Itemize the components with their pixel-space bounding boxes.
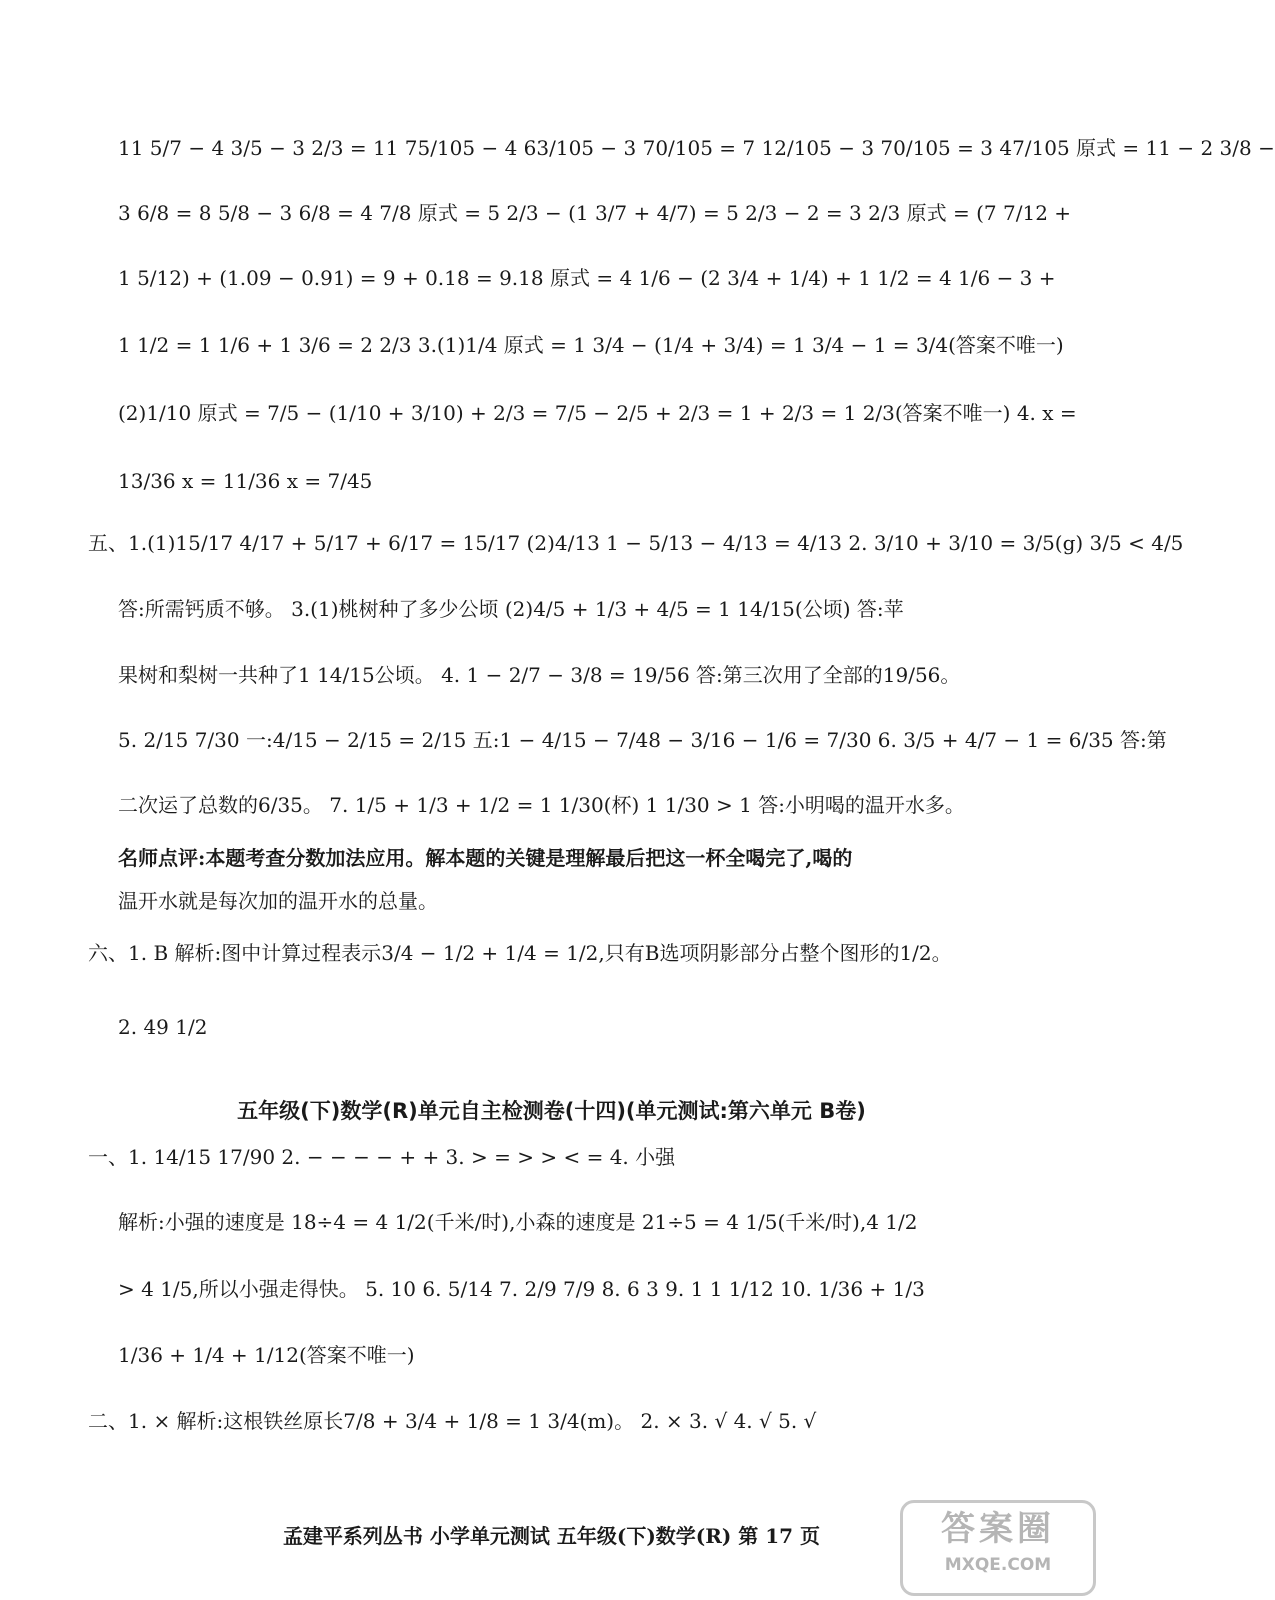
answer-line: 1/36 + 1/4 + 1/12(答案不唯一) [118, 1343, 415, 1367]
section-title: 五年级(下)数学(R)单元自主检测卷(十四)(单元测试:第六单元 B卷) [237, 1099, 866, 1123]
answer-line: 1 1/2 = 1 1/6 + 1 3/6 = 2 2/3 3.(1)1/4 原式 = 1 3/4 − (1/4 + 3/4) = 1 3/4 − 1 = 3/4(答案不唯一) [118, 333, 1064, 357]
answer-line: 解析:小强的速度是 18÷4 = 4 1/2(千米/时),小森的速度是 21÷5 = 4 1/5(千米/时),4 1/2 [118, 1210, 918, 1234]
answer-line: 2. 49 1/2 [118, 1015, 208, 1039]
watermark-url: MXQE.COM [944, 1555, 1052, 1575]
answer-line: (2)1/10 原式 = 7/5 − (1/10 + 3/10) + 2/3 = 7/5 − 2/5 + 2/3 = 1 + 2/3 = 1 2/3(答案不唯一) 4. x = [118, 401, 1077, 425]
answer-line: > 4 1/5,所以小强走得快。 5. 10 6. 5/14 7. 2/9 7/9 8. 6 3 9. 1 1 1/12 10. 1/36 + 1/3 [118, 1277, 925, 1301]
page-footer: 孟建平系列丛书 小学单元测试 五年级(下)数学(R) 第 17 页 [282, 1524, 821, 1548]
answer-line: 5. 2/15 7/30 一:4/15 − 2/15 = 2/15 五:1 − 4/15 − 7/48 − 3/16 − 1/6 = 7/30 6. 3/5 + 4/7 − 1 = 6/35 答:第 [118, 728, 1167, 752]
watermark-text: 答案圈 [941, 1509, 1055, 1549]
answer-line: 11 5/7 − 4 3/5 − 3 2/3 = 11 75/105 − 4 63/105 − 3 70/105 = 7 12/105 − 3 70/105 = 3 47/105 原式 = 11 − 2 3/8 − [118, 136, 1275, 160]
teacher-comment-cont: 温开水就是每次加的温开水的总量。 [118, 889, 438, 913]
answer-line: 二、1. × 解析:这根铁丝原长7/8 + 3/4 + 1/8 = 1 3/4(m)。 2. × 3. √ 4. √ 5. √ [88, 1409, 817, 1433]
answer-line: 二次运了总数的6/35。 7. 1/5 + 1/3 + 1/2 = 1 1/30(杯) 1 1/30 > 1 答:小明喝的温开水多。 [118, 793, 965, 817]
teacher-comment: 名师点评:本题考查分数加法应用。解本题的关键是理解最后把这一杯全喝完了,喝的 [118, 846, 853, 870]
answer-line: 一、1. 14/15 17/90 2. − − − − + + 3. > = > > < = 4. 小强 [88, 1145, 676, 1169]
answer-line: 1 5/12) + (1.09 − 0.91) = 9 + 0.18 = 9.18 原式 = 4 1/6 − (2 3/4 + 1/4) + 1 1/2 = 4 1/6 − 3 + [118, 266, 1056, 290]
watermark-logo [900, 1500, 1096, 1596]
answer-line: 答:所需钙质不够。 3.(1)桃树种了多少公顷 (2)4/5 + 1/3 + 4/5 = 1 14/15(公顷) 答:苹 [118, 597, 904, 621]
answer-line: 果树和梨树一共种了1 14/15公顷。 4. 1 − 2/7 − 3/8 = 19/56 答:第三次用了全部的19/56。 [118, 663, 961, 687]
answer-line: 五、1.(1)15/17 4/17 + 5/17 + 6/17 = 15/17 (2)4/13 1 − 5/13 − 4/13 = 4/13 2. 3/10 + 3/10 = 3/5(g) 3/5 < 4/5 [88, 531, 1184, 555]
answer-line: 13/36 x = 11/36 x = 7/45 [118, 469, 373, 493]
answer-line: 六、1. B 解析:图中计算过程表示3/4 − 1/2 + 1/4 = 1/2,只有B选项阴影部分占整个图形的1/2。 [88, 941, 952, 965]
answer-line: 3 6/8 = 8 5/8 − 3 6/8 = 4 7/8 原式 = 5 2/3 − (1 3/7 + 4/7) = 5 2/3 − 2 = 3 2/3 原式 = (7 7/12 + [118, 201, 1072, 225]
